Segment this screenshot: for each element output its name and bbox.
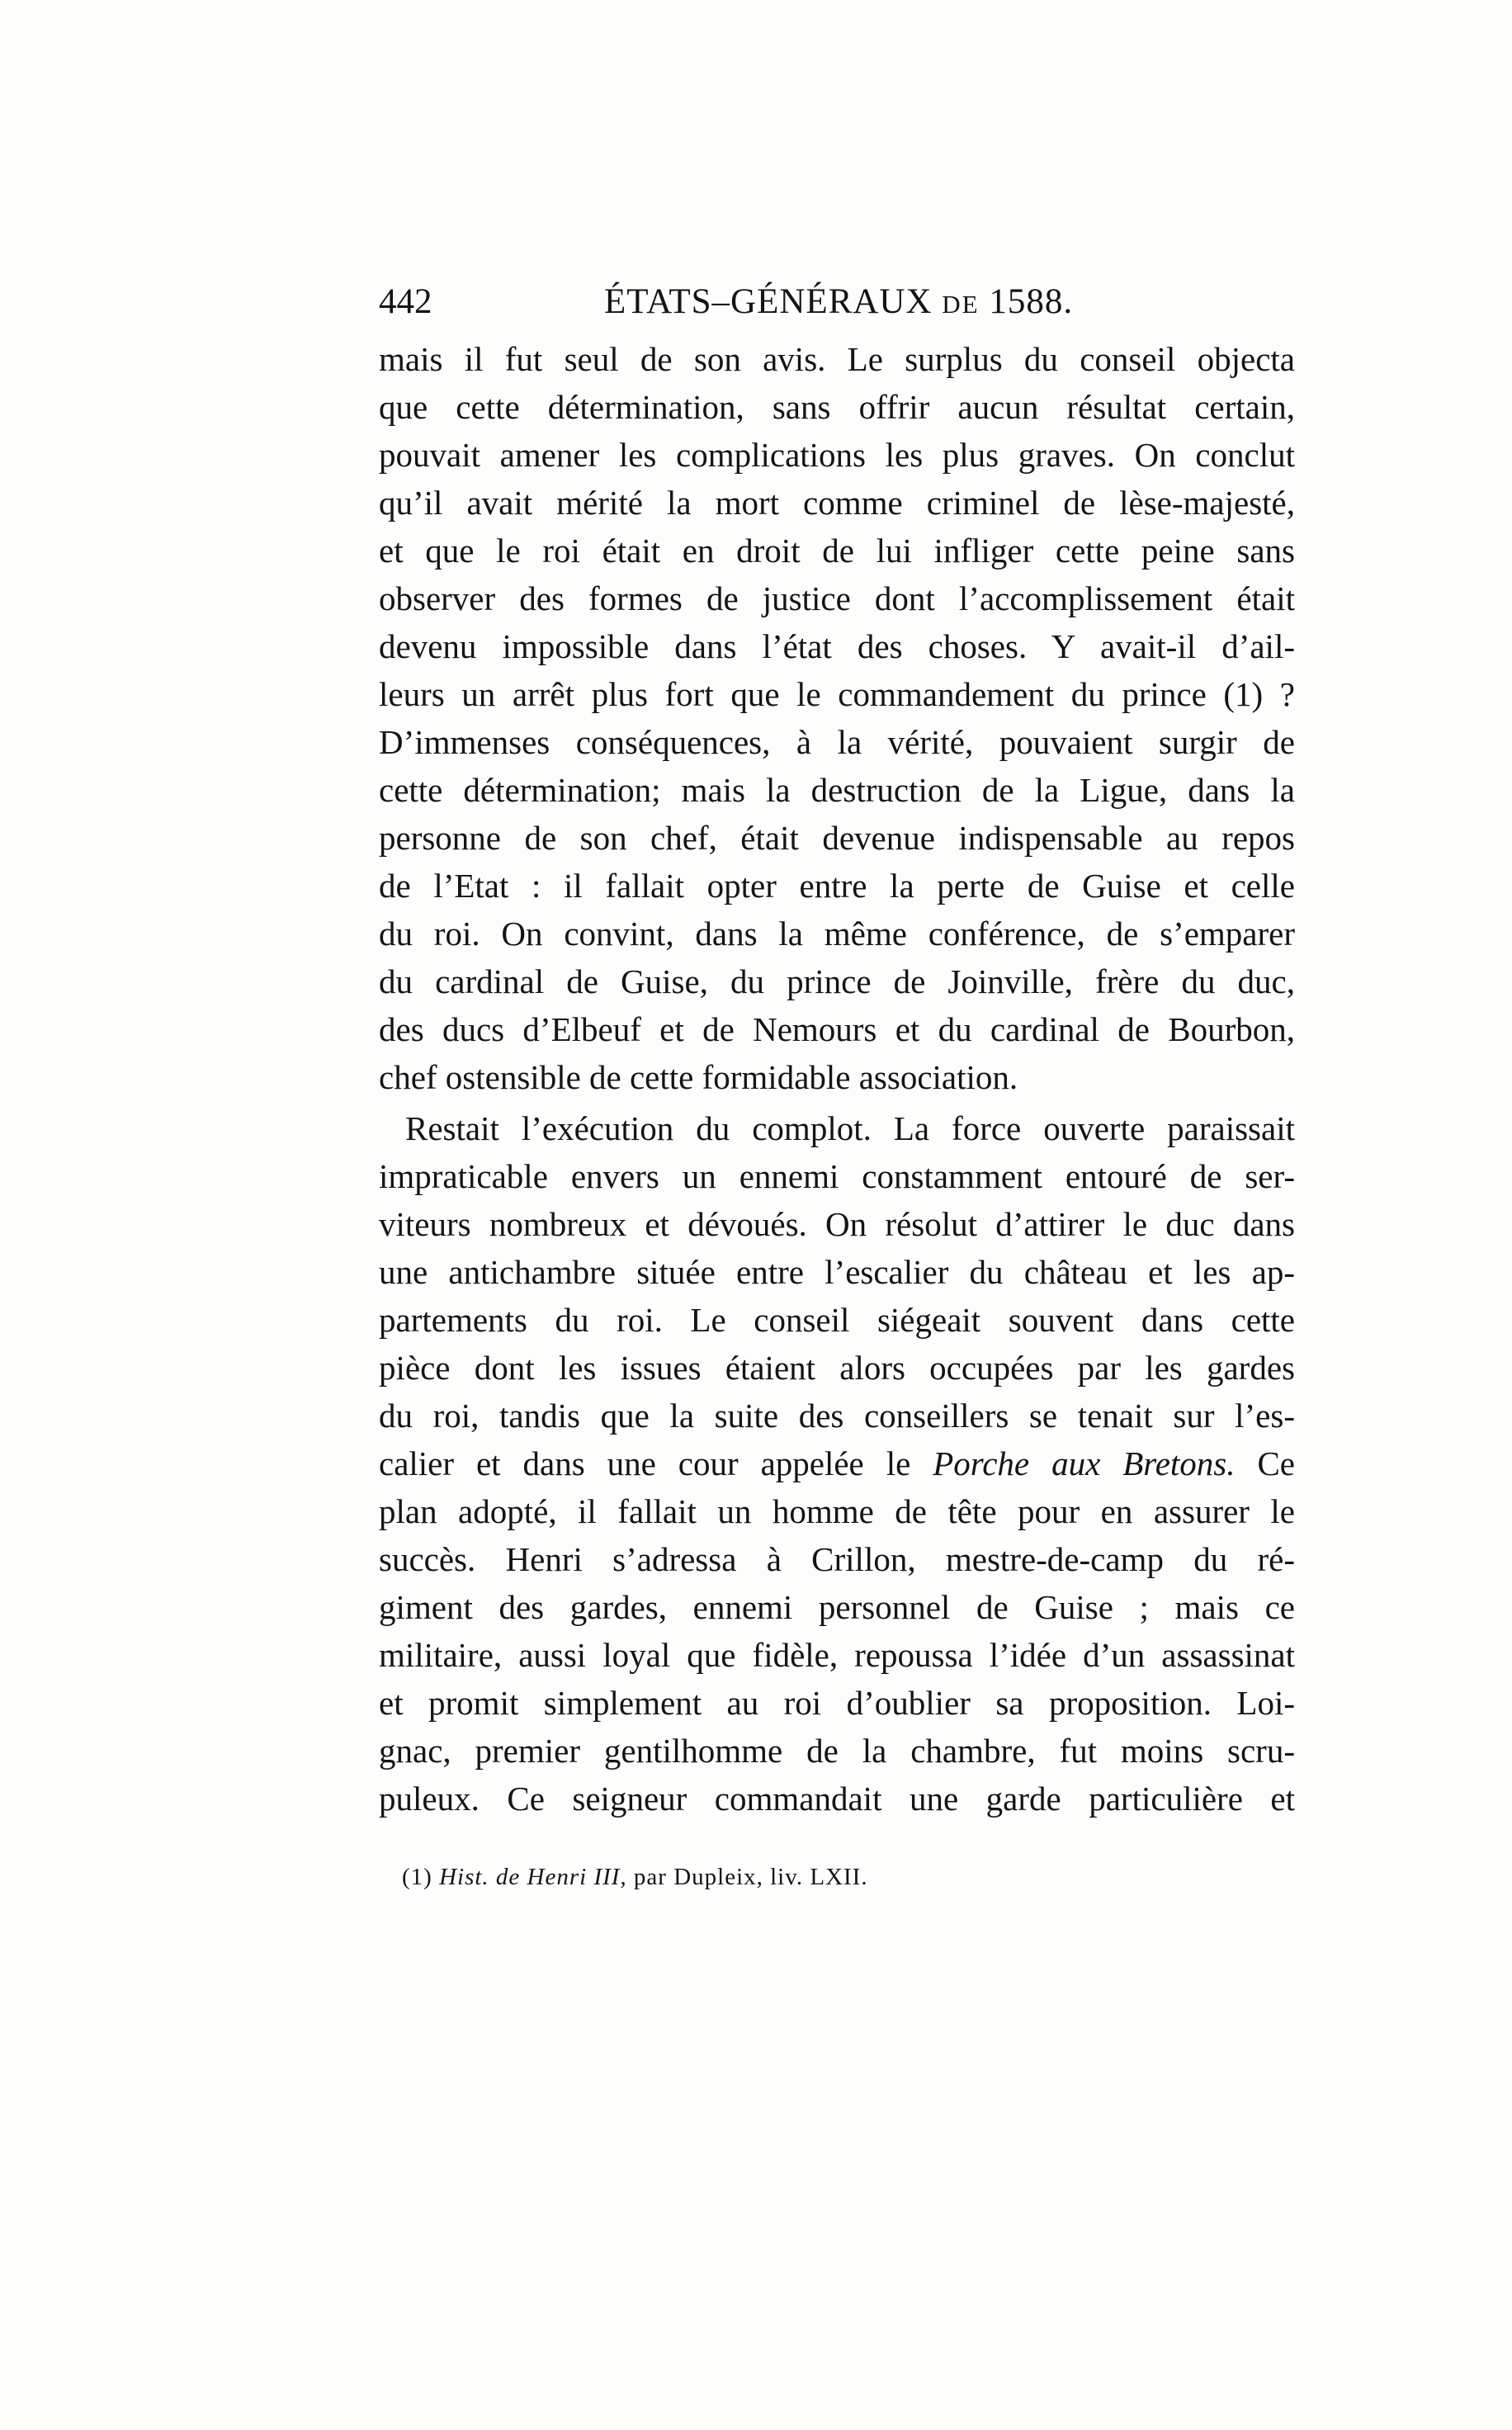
text-line: devenu impossible dans l’état des choses. Y avait-il d’ail-: [379, 627, 1295, 665]
italic-place-name: Porche aux Bretons.: [933, 1444, 1236, 1482]
text-line: D’immenses conséquences, à la vérité, pouvaient surgir de: [379, 723, 1295, 761]
running-header: [379, 277, 1295, 327]
text-line: impraticable envers un ennemi constamment entouré de ser-: [379, 1157, 1295, 1195]
footnote: [402, 1860, 868, 1893]
text-line: et que le roi était en droit de lui infliger cette peine sans: [379, 532, 1295, 570]
footnote-rest: par Dupleix, liv. LXII.: [626, 1864, 868, 1890]
text-line: leurs un arrêt plus fort que le commandement du prince (1) ?: [379, 675, 1295, 713]
text-line: des ducs d’Elbeuf et de Nemours et du cardinal de Bourbon,: [379, 1010, 1295, 1048]
body-text: [379, 335, 1295, 1822]
text-line: de l’Etat : il fallait opter entre la perte de Guise et celle: [379, 867, 1295, 905]
text-line-paragraph-start: Restait l’exécution du complot. La force ouverte paraissait: [405, 1109, 1295, 1147]
text-line-paragraph-end: chef ostensible de cette formidable association.: [379, 1058, 1018, 1096]
running-title-year: 1588.: [979, 282, 1074, 321]
text-line: militaire, aussi loyal que fidèle, repoussa l’idée d’un assassinat: [379, 1636, 1295, 1674]
text-line: giment des gardes, ennemi personnel de Guise ; mais ce: [379, 1588, 1295, 1626]
line-start: calier et dans une cour appelée le: [379, 1444, 911, 1482]
text-line: viteurs nombreux et dévoués. On résolut d’attirer le duc dans: [379, 1205, 1295, 1243]
text-line-with-italic: [379, 1440, 1295, 1487]
text-line: que cette détermination, sans offrir aucun résultat certain,: [379, 388, 1295, 426]
text-line: du roi. On convint, dans la même conférence, de s’emparer: [379, 915, 1295, 953]
running-title-small: DE: [942, 290, 980, 319]
text-line: observer des formes de justice dont l’accomplissement était: [379, 579, 1295, 617]
text-line: mais il fut seul de son avis. Le surplus du conseil objecta: [379, 340, 1295, 378]
text-line: gnac, premier gentilhomme de la chambre, fut moins scru-: [379, 1732, 1295, 1770]
text-line: pièce dont les issues étaient alors occupées par les gardes: [379, 1349, 1295, 1387]
text-line: pouvait amener les complications les plus graves. On conclut: [379, 436, 1295, 474]
text-line: succès. Henri s’adressa à Crillon, mestre-de-camp du ré-: [379, 1540, 1295, 1578]
running-title: [604, 277, 1073, 329]
footnote-title: Hist. de Henri III,: [439, 1864, 627, 1890]
text-line: puleux. Ce seigneur commandait une garde particulière et: [379, 1780, 1295, 1818]
running-title-prefix: ÉTATS–GÉNÉRAUX: [604, 282, 943, 321]
text-line: partements du roi. Le conseil siégeait souvent dans cette: [379, 1301, 1295, 1339]
text-line: du roi, tandis que la suite des conseillers se tenait sur l’es-: [379, 1397, 1295, 1435]
page-number: 442: [379, 282, 432, 321]
text-line: du cardinal de Guise, du prince de Joinville, frère du duc,: [379, 962, 1295, 1000]
text-line: qu’il avait mérité la mort comme criminel de lèse-majesté,: [379, 484, 1295, 522]
text-line: personne de son chef, était devenue indispensable au repos: [379, 819, 1295, 857]
text-line: cette détermination; mais la destruction de la Ligue, dans la: [379, 771, 1295, 809]
line-end: Ce: [1235, 1444, 1295, 1482]
text-line: plan adopté, il fallait un homme de tête pour en assurer le: [379, 1492, 1295, 1530]
text-line: une antichambre située entre l’escalier du château et les ap-: [379, 1253, 1295, 1291]
text-line: et promit simplement au roi d’oublier sa proposition. Loi-: [379, 1684, 1295, 1722]
footnote-marker: (1): [402, 1864, 440, 1890]
